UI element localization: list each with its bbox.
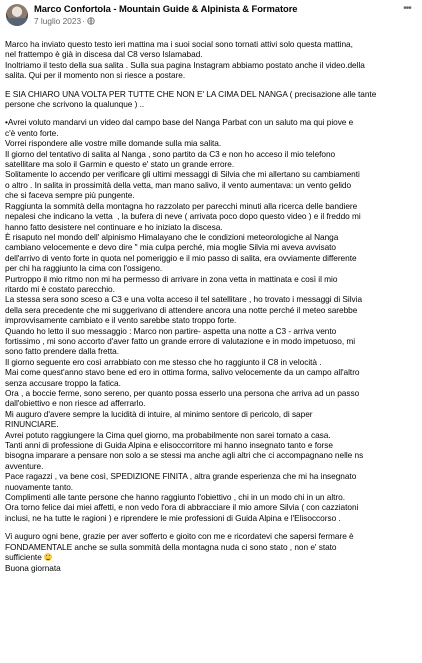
- avatar-shoulders: [6, 18, 28, 26]
- smiling-face-icon: [44, 553, 52, 561]
- emoji-mouth: [46, 557, 50, 560]
- post-date[interactable]: 7 luglio 2023: [34, 16, 82, 26]
- paragraph-greeting: Buona giornata: [5, 562, 61, 573]
- paragraph-intro: Marco ha inviato questo testo ieri mattina ma i suoi social sono tornati attivi solo questa mattina, nel frattempo è già in discesa dal C8 verso Islamabad. Inoltriamo il testo della sua salita . Sulla sua pagina Instagram abbiamo postato anche il video.della salita. Qui per il momento non si riesce a postare.: [5, 39, 365, 81]
- paragraph-report: •Avrei voluto mandarvi un video dal campo base del Nanga Parbat con un saluto ma qui piove e c'è vento forte. Vorrei rispondere alle vostre mille domande sulla mia salita. Il giorno del tentativo di salita al Nanga , sono partito da C3 e non ho acceso il mio telefono satellitare ma solo il Garmin e questo e' stato un grande errore. Solitamente lo accendo per verificare gli ultimi messaggi di Silvia che mi allertano su cambiamenti o altro . In salita in prossimità della vetta, man mano salivo, il vento aumentava: un vento gelido che si faceva sempre più pungente. Raggiunta la sommità della montagna ho razzolato per parecchi minuti alla ricerca delle bandiere nepalesi che indicano la vetta , la bufera di neve ( arrivata poco dopo questo video ) e il freddo mi hanno fatto desistere nel continuare e ho iniziato la discesa. È risaputo nel mondo dell' alpinismo Himalayano che le condizioni meteorologiche al Nanga cambiano velocemente e devo dire " mia culpa perché, mia moglie Silvia mi aveva avvisato dell'arrivo di vento forte in quota nel pomeriggio e il mio passo di salita, era ovviamente differente per chi ha raggiunto la cima con l'ossigeno. Purtroppo il mio ritmo non mi ha permesso di arrivare in zona vetta in mattinata e così il mio ritardo mi è costato parecchio. La stessa sera sono sceso a C3 e una volta acceso il tel satellitare , ho trovato i messaggi di Silvia della sera precedente che mi suggerivano di attendere ancora una notte perché il meteo sarebbe improvvisamente cambiato e il vento sarebbe stato troppo forte. Quando ho letto il suo messaggio : Marco non partire- aspetta una notte a C3 - arriva vento fortissimo , mi sono accorto d'aver fatto un grande errore di valutazione e in modo impetuoso, mi sono fatto prendere dalla fretta. Il giorno seguente ero così arrabbiato con me stesso che ho raggiunto il C8 in velocità . Mai come quest'anno stavo bene ed ero in ottima forma, salivo velocemente da un campo all'altro senza accusare troppo la fatica. Ora , a boccie ferme, sono sereno, per quanto possa esserlo una persona che arriva ad un passo dall'obiettivo e non riesce ad afferrarlo. Mi auguro d'avere sempre la lucidità di intuire, al minimo sentore di pericolo, di saper RINUNCIARE. Avrei potuto raggiungere la Cima quel giorno, ma probabilmente non sarei tornato a casa. Tanti anni di professione di Guida Alpina e elisoccorritore mi hanno insegnato tanto e forse bisogna imparare a pensare non solo a se stessi ma anche agli altri che ci accompagnano nelle ns avventure. Pace ragazzi , va bene così, SPEDIZIONE FINITA , altra grande esperienza che mi ha insegnato nuovamente tanto. Complimenti alle tante persone che hanno raggiunto l'obiettivo , chi in un modo chi in un altro. Ora torno felice dai miei affetti, e non vedo l'ora di abbracciare il mio amore Silvia ( con cazziatoni inclusi, ne ha tutte le ragioni ) e riprendere le mie professioni di Guida Alpina e l'Elisoccorso .: [5, 117, 364, 523]
- globe-icon[interactable]: [87, 17, 95, 25]
- more-options-icon[interactable]: •••: [403, 3, 411, 14]
- paragraph-clarification: E SIA CHIARO UNA VOLTA PER TUTTE CHE NON E' LA CIMA DEL NANGA ( precisazione alle tante persone che scrivono la qualunque ) ..: [5, 88, 377, 110]
- post-meta: [34, 16, 95, 26]
- author-name[interactable]: Marco Confortola - Mountain Guide & Alpinista & Formatore: [34, 3, 298, 14]
- post-header: [0, 0, 422, 32]
- closing-text: Vi auguro ogni bene, grazie per aver sofferto e gioito con me e ricordatevi che sapersi fermare è FONDAMENTALE anche se sulla sommità della montagna nuda ci sono stato , non e' stato sufficiente: [5, 531, 354, 563]
- paragraph-gap: [5, 523, 419, 531]
- post-body: [5, 39, 419, 573]
- paragraph-closing: [5, 531, 419, 562]
- paragraph-gap: [5, 109, 419, 117]
- paragraph-gap: [5, 81, 419, 89]
- author-avatar[interactable]: [6, 4, 28, 26]
- meta-separator: ·: [82, 16, 85, 26]
